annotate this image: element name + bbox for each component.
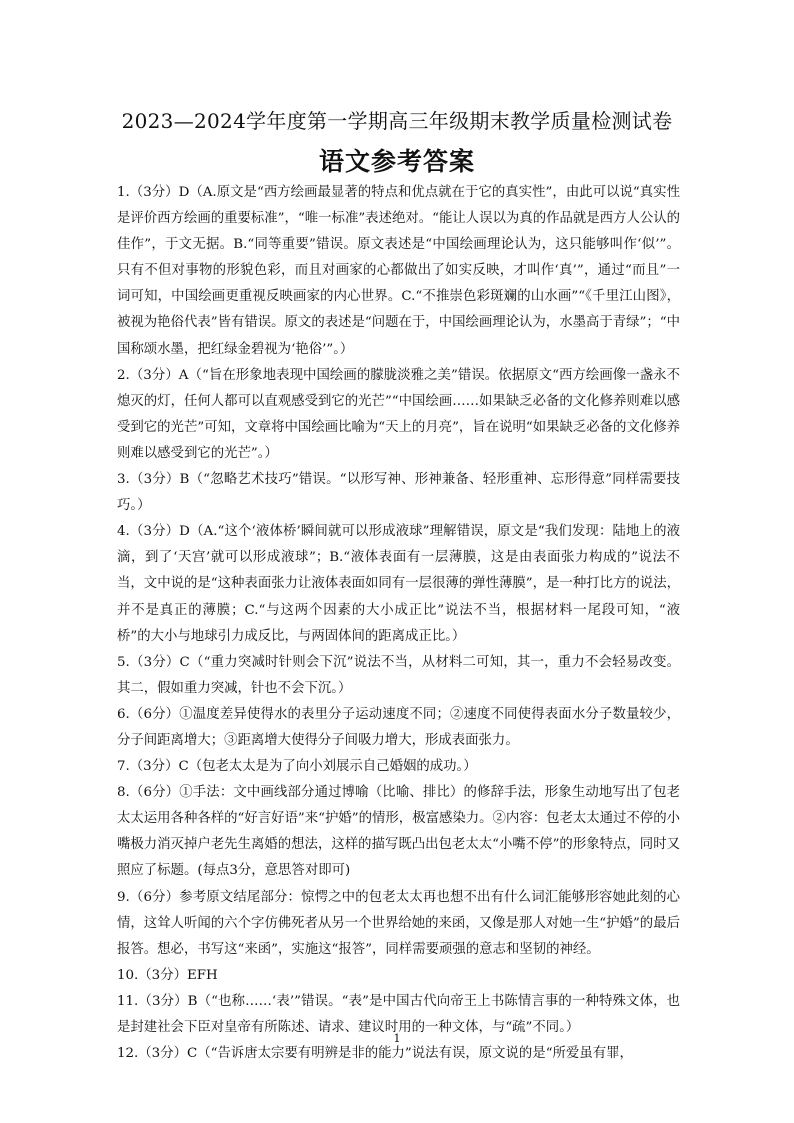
document-title: 2023—2024学年度第一学期高三年级期末教学质量检测试卷 bbox=[121, 109, 673, 133]
answer-item-3: 3.（3分）B（“忽略艺术技巧”错误。“以形写神、形神兼备、轻形重神、忘形得意”同样需要技巧。） bbox=[117, 472, 680, 514]
answer-item-4: 4.（3分）D（A.“这个‘液体桥’瞬间就可以形成液球”理解错误，原文是“我们发现：陆地上的液滴，到了‘天宫’就可以形成液球”；B.“液体表面有一层薄膜，这是由表面张力构成的”说法不当，文中说的是“这种表面张力让液体表面如同有一层很薄的弹性薄膜”，是一种打比方的说法，并不是真正的薄膜；C.“与这两个因素的大小成正比”说法不当，根据材料一尾段可知，“液桥”的大小与地球引力成反比，与两固体间的距离成正比。） bbox=[117, 524, 680, 644]
answer-item-1: 1.（3分）D（A.原文是“西方绘画最显著的特点和优点就在于它的真实性”，由此可以说“真实性是评价西方绘画的重要标准”，“唯一标准”表述绝对。“能让人误以为真的作品就是西方人公认的佳作”，于文无据。B.“同等重要”错误。原文表述是“中国绘画理论认为，这只能够叫作‘似’”。只有不但对事物的形貌色彩，而且对画家的心都做出了如实反映，才叫作‘真’”，通过“而且”一词可知，中国绘画更重视反映画家的内心世界。C.“不推崇色彩斑斓的山水画”“《千里江山图》，被视为艳俗代表”皆有错误。原文的表述是“问题在于，中国绘画理论认为，水墨高于青绿”；“中国称颂水墨，把红绿金碧视为‘艳俗’”。） bbox=[117, 185, 681, 357]
answer-item-11: 11.（3分）B（“也称……‘表’”错误。“表”是中国古代向帝王上书陈情言事的一种特殊文体，也是封建社会下臣对皇帝有所陈述、请求、建议时用的一种文体，与“疏”不同。） bbox=[117, 993, 680, 1035]
answer-item-5: 5.（3分）C（“重力突减时针则会下沉”说法不当，从材料二可知，其一，重力不会轻易改变。其二，假如重力突减，针也不会下沉。） bbox=[117, 654, 680, 696]
answer-item-12: 12.（3分）C（“告诉唐太宗要有明辨是非的能力”说法有误，原文说的是“所爱虽有罪， bbox=[117, 1046, 633, 1062]
answer-item-8: 8.（6分）①手法：文中画线部分通过博喻（比喻、排比）的修辞手法，形象生动地写出了包老太太运用各种各样的“好言好语”来“护婚”的情形，极富感染力。②内容：包老太太通过不停的小嘴极力消灭掉户老先生离婚的想法，这样的描写既凸出包老太太“小嘴不停”的形象特点，同时又照应了标题。(每点3分，意思答对即可) bbox=[117, 785, 681, 879]
answer-item-7: 7.（3分）C（包老太太是为了向小刘展示自己婚姻的成功。） bbox=[117, 759, 477, 775]
answer-item-9: 9.（6分）参考原文结尾部分：惊愕之中的包老太太再也想不出有什么词汇能够形容她此刻的心情，这耸人听闻的六个字仿佛死者从另一个世界给她的来函，又像是那人对她一生“护婚”的最后报答。想必，书写这“来函”，实施这“报答”，同样需要顽强的意志和坚韧的神经。 bbox=[117, 889, 680, 957]
answer-item-6: 6.（6分）①温度差异使得水的表里分子运动速度不同；②速度不同使得表面水分子数量较少，分子间距离增大；③距离增大使得分子间吸力增大，形成表面张力。 bbox=[117, 706, 680, 748]
answer-item-2: 2.（3分）A（“旨在形象地表现中国绘画的朦胧淡雅之美”错误。依据原文“西方绘画像一盏永不熄灭的灯，任何人都可以直观感受到它的光芒”“中国绘画……如果缺乏必备的文化修养则难以感受到它的光芒”可知，文章将中国绘画比喻为“天上的月亮”，旨在说明“如果缺乏必备的文化修养则难以感受到它的光芒”。） bbox=[117, 367, 681, 461]
document-subtitle: 语文参考答案 bbox=[318, 147, 475, 176]
answer-list bbox=[117, 180, 680, 1067]
page-number: 1 bbox=[393, 1032, 401, 1045]
answer-item-10: 10.（3分）EFH bbox=[117, 967, 218, 983]
